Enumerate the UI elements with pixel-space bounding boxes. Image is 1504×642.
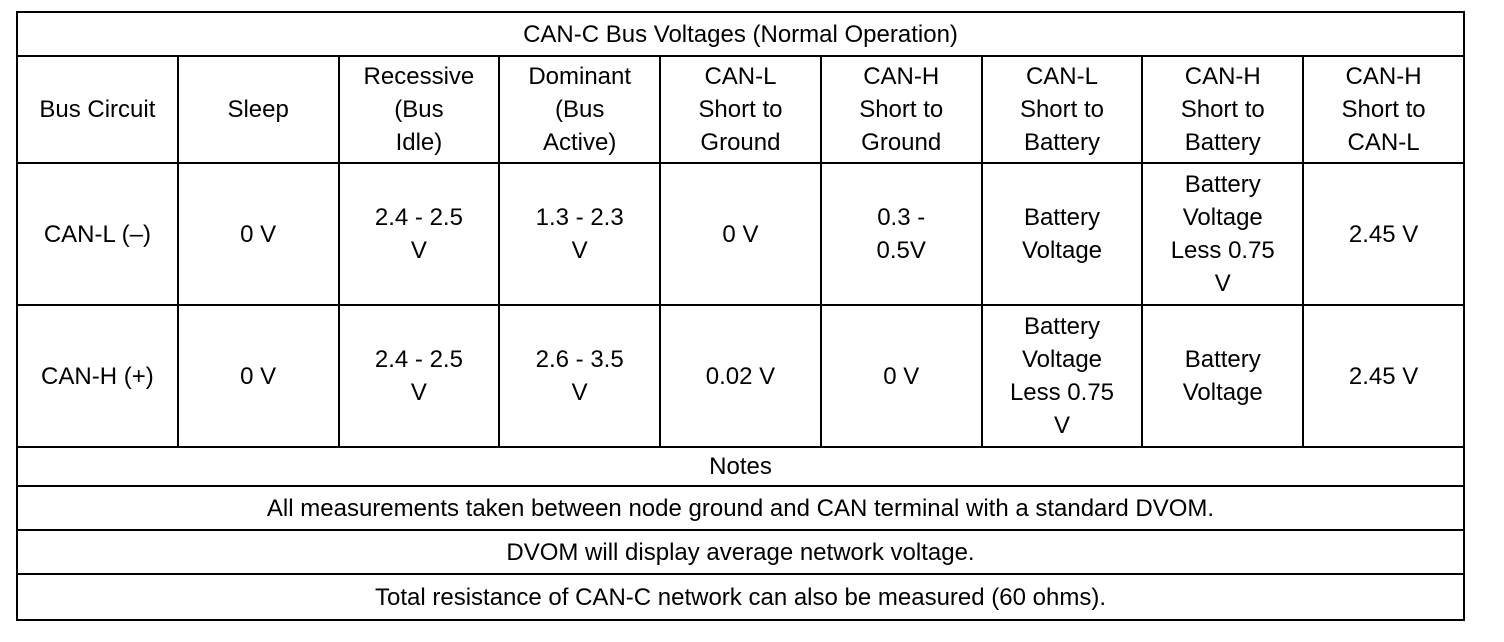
can-c-voltage-table [16,11,1465,621]
table-cell: Battery Voltage Less 0.75 V [1142,163,1303,305]
table-cell: Battery Voltage [1142,305,1303,447]
table-cell: 1.3 - 2.3 V [499,163,660,305]
note-row [17,530,1464,574]
table-row-can-l [17,163,1464,305]
note-text: DVOM will display average network voltage. [17,530,1464,574]
table-cell: 2.6 - 3.5 V [499,305,660,447]
table-cell: 0 V [178,163,339,305]
note-row [17,486,1464,530]
column-header-row [17,56,1464,163]
table-title: CAN-C Bus Voltages (Normal Operation) [17,12,1464,56]
table-cell: 2.45 V [1303,305,1464,447]
column-header: CAN-L Short to Battery [982,56,1143,163]
column-header: CAN-H Short to Ground [821,56,982,163]
table-title-row [17,12,1464,56]
column-header: CAN-H Short to Battery [1142,56,1303,163]
notes-title-row [17,447,1464,486]
column-header: CAN-H Short to CAN-L [1303,56,1464,163]
table-cell: 0 V [178,305,339,447]
notes-title: Notes [17,447,1464,486]
table-row-can-h [17,305,1464,447]
table-cell: 2.45 V [1303,163,1464,305]
table-cell: 2.4 - 2.5 V [339,163,500,305]
table-cell: 0.3 - 0.5V [821,163,982,305]
column-header: Dominant (Bus Active) [499,56,660,163]
table-cell: CAN-H (+) [17,305,178,447]
table-cell: Battery Voltage Less 0.75 V [982,305,1143,447]
note-row [17,574,1464,620]
table-cell: CAN-L (–) [17,163,178,305]
column-header: Bus Circuit [17,56,178,163]
column-header: CAN-L Short to Ground [660,56,821,163]
note-text: Total resistance of CAN-C network can also be measured (60 ohms). [17,574,1464,620]
table-cell: 0.02 V [660,305,821,447]
table-cell: 0 V [821,305,982,447]
column-header: Sleep [178,56,339,163]
table-cell: Battery Voltage [982,163,1143,305]
table-cell: 0 V [660,163,821,305]
table-cell: 2.4 - 2.5 V [339,305,500,447]
column-header: Recessive (Bus Idle) [339,56,500,163]
note-text: All measurements taken between node ground and CAN terminal with a standard DVOM. [17,486,1464,530]
